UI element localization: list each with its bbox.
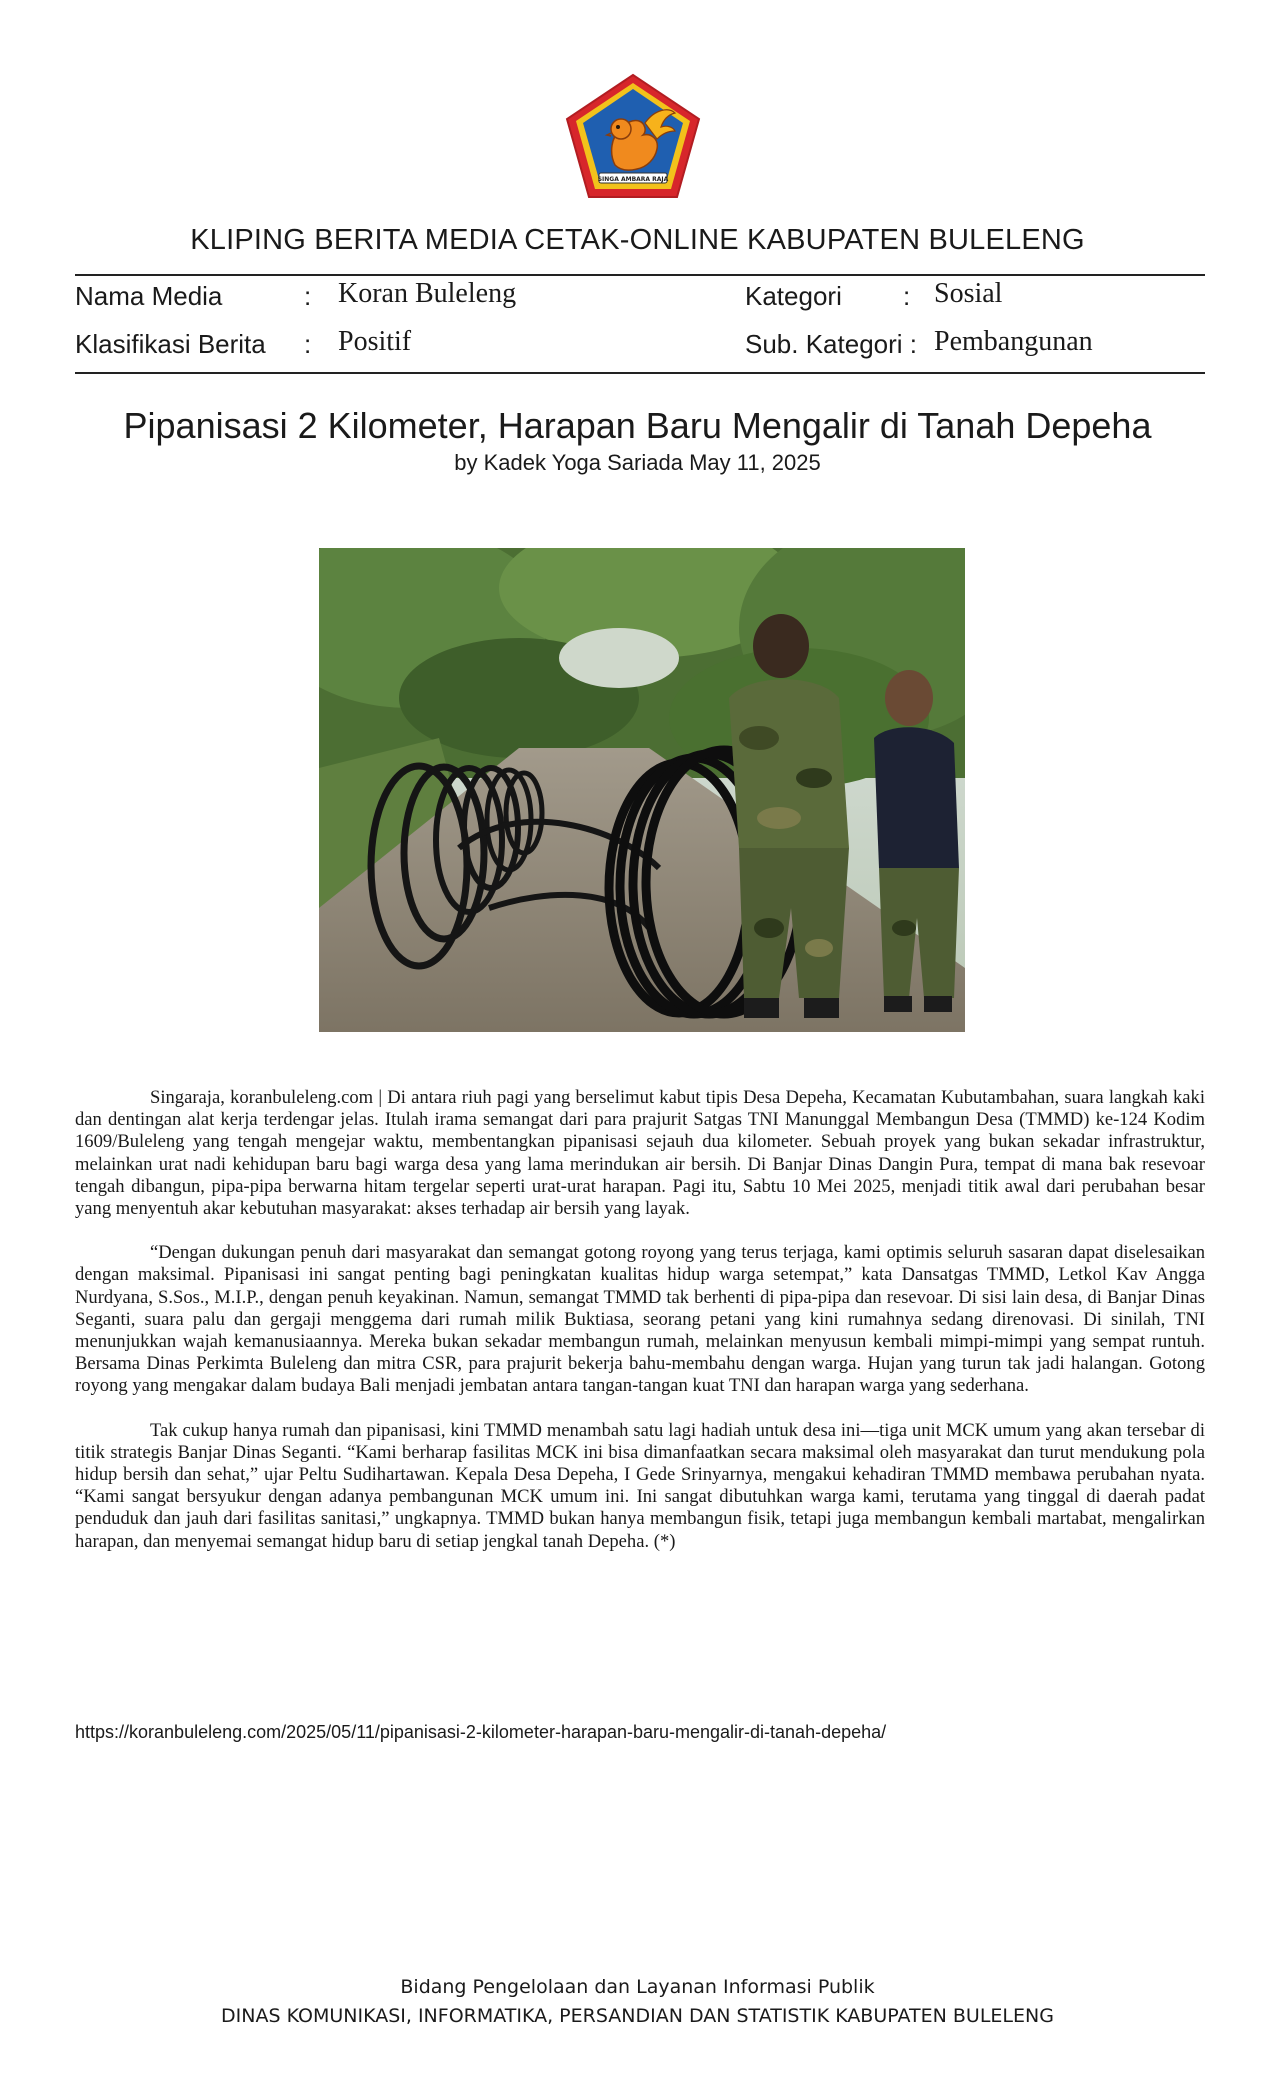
media-value: Koran Buleleng [338, 278, 517, 309]
source-url: https://koranbuleleng.com/2025/05/11/pipanisasi-2-kilometer-harapan-baru-mengalir-di-tanah-depeha/ [75, 1722, 887, 1742]
article-body [75, 1087, 1205, 1575]
article-paragraph-2: “Dengan dukungan penuh dari masyarakat dan semangat gotong royong yang terus terjaga, kami optimis seluruh sasaran dapat diselesaikan dengan maksimal. Pipanisasi ini sangat penting bagi peningkatan kualitas hidup warga setempat,” kata Dansatgas TMMD, Letkol Kav Angga Nurdyana, S.Sos., M.I.P., dengan penuh keyakinan. Namun, semangat TMMD tak berhenti di pipa-pipa dan resevoar. Di sisi lain desa, di Banjar Dinas Seganti, suara palu dan gergaji menggema dari rumah milik Buktiasa, seorang petani yang kini rumahnya sedang direnovasi. Di sinilah, TNI menunjukkan wajah kemanusiaannya. Mereka bukan sekadar membangun rumah, melainkan menyusun kembali mimpi-mimpi yang sempat runtuh. Bersama Dinas Perkimta Buleleng dan mitra CSR, para prajurit bekerja bahu-membahu dengan warga. Hujan yang turun tak jadi halangan. Gotong royong yang mengakar dalam budaya Bali menjadi jembatan antara tangan-tangan kuat TNI dan harapan warga yang sederhana. [75, 1242, 1205, 1397]
media-label: Nama Media [75, 281, 223, 311]
top-rule [75, 274, 1205, 276]
kategori-value: Sosial [934, 278, 1003, 309]
article-paragraph-1: Singaraja, koranbuleleng.com | Di antara riuh pagi yang berselimut kabut tipis Desa Depeha, Kecamatan Kubutambahan, suara langkah kaki dan dentingan alat kerja terdengar jelas. Itulah irama semangat dari para prajurit Satgas TNI Manunggal Membangun Desa (TMMD) ke-124 Kodim 1609/Buleleng yang tengah mengejar waktu, membentangkan pipanisasi sejauh dua kilometer. Sebuah proyek yang bukan sekadar infrastruktur, melainkan urat nadi kehidupan baru bagi warga desa yang lama merindukan air bersih. Di Banjar Dinas Dangin Pura, tempat di mana bak resevoar tengah dibangun, pipa-pipa berwarna hitam tergelar seperti urat-urat harapan. Pagi itu, Sabtu 10 Mei 2025, menjadi titik awal dari perubahan besar yang menyentuh akar kebutuhan masyarakat: akses terhadap air bersih yang layak. [75, 1087, 1205, 1220]
kategori-label: Kategori [745, 281, 842, 311]
footer-agency: DINAS KOMUNIKASI, INFORMATIKA, PERSANDIAN DAN STATISTIK KABUPATEN BULELENG [221, 2005, 1054, 2027]
article-photo [319, 548, 965, 1032]
footer-division: Bidang Pengelolaan dan Layanan Informasi Publik [400, 1976, 875, 1998]
buleleng-emblem-logo [563, 73, 703, 201]
subkategori-label: Sub. Kategori : [745, 329, 917, 359]
logo-motto: SINGA AMBARA RAJA [597, 176, 669, 183]
pipe-coil-photo [319, 548, 965, 1032]
klasifikasi-colon: : [304, 329, 312, 359]
klasifikasi-value: Positif [338, 326, 412, 357]
klasifikasi-label: Klasifikasi Berita [75, 329, 266, 359]
subkategori-value: Pembangunan [934, 326, 1093, 357]
media-colon: : [304, 281, 312, 311]
article-title: Pipanisasi 2 Kilometer, Harapan Baru Mengalir di Tanah Depeha [123, 405, 1152, 446]
article-byline: by Kadek Yoga Sariada May 11, 2025 [454, 450, 821, 475]
clipping-header-title: KLIPING BERITA MEDIA CETAK-ONLINE KABUPATEN BULELENG [190, 224, 1085, 256]
bottom-rule [75, 372, 1205, 374]
article-paragraph-3: Tak cukup hanya rumah dan pipanisasi, kini TMMD menambah satu lagi hadiah untuk desa ini—tiga unit MCK umum yang akan tersebar di titik strategis Banjar Dinas Seganti. “Kami berharap fasilitas MCK ini bisa dimanfaatkan secara maksimal oleh masyarakat dan turut mendukung pola hidup bersih dan sehat,” ujar Peltu Sudihartawan. Kepala Desa Depeha, I Gede Srinyarnya, mengakui kehadiran TMMD membawa perubahan nyata. “Kami sangat bersyukur dengan adanya pembangunan MCK umum ini. Ini sangat dibutuhkan warga kami, terutama yang tinggal di daerah padat penduduk dan jauh dari fasilitas sanitasi,” ungkapnya. TMMD bukan hanya membangun fisik, tetapi juga membangun kembali martabat, mengalirkan harapan, dan menyemai semangat hidup baru di setiap jengkal tanah Depeha. (*) [75, 1419, 1205, 1552]
emblem-svg [563, 73, 703, 201]
kategori-colon: : [903, 281, 911, 311]
